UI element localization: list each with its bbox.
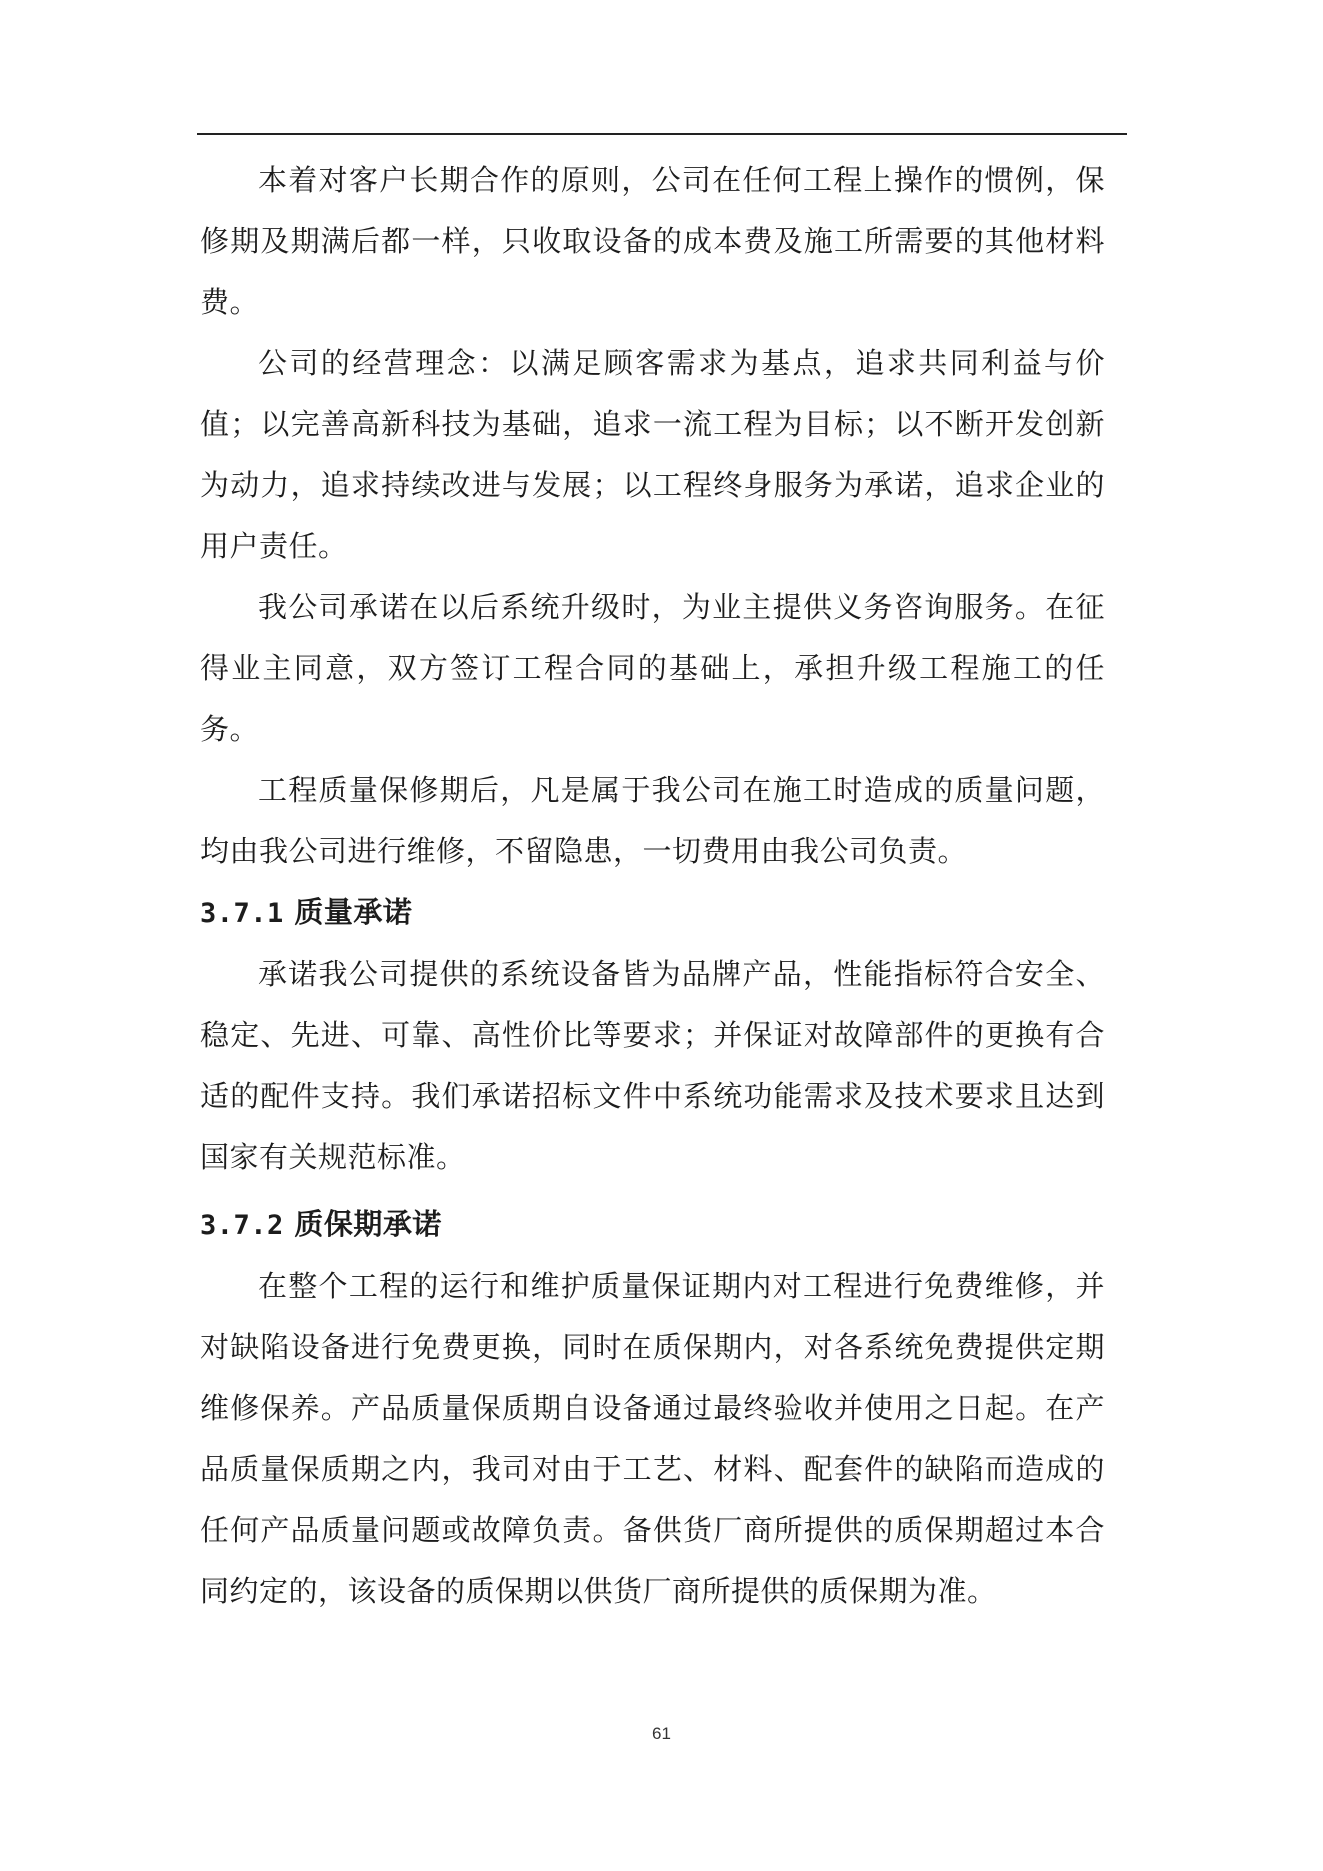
section-heading-3-7-1 xyxy=(200,882,1105,944)
paragraph: 承诺我公司提供的系统设备皆为品牌产品，性能指标符合安全、稳定、先进、可靠、高性价比等要求；并保证对故障部件的更换有合适的配件支持。我们承诺招标文件中系统功能需求及技术要求且达到国家有关规范标准。 xyxy=(200,957,1105,1174)
paragraph: 我公司承诺在以后系统升级时，为业主提供义务咨询服务。在征得业主同意，双方签订工程合同的基础上，承担升级工程施工的任务。 xyxy=(200,590,1105,746)
paragraph: 本着对客户长期合作的原则，公司在任何工程上操作的惯例，保修期及期满后都一样，只收取设备的成本费及施工所需要的其他材料费。 xyxy=(200,163,1105,319)
section-title: 质量承诺 xyxy=(294,895,413,929)
page-number: 61 xyxy=(652,1724,671,1743)
section-number: 3.7.1 xyxy=(200,898,284,929)
header-rule xyxy=(197,133,1127,135)
paragraph: 工程质量保修期后，凡是属于我公司在施工时造成的质量问题，均由我公司进行维修，不留隐患，一切费用由我公司负责。 xyxy=(200,773,1105,868)
document-body xyxy=(200,150,1105,1622)
paragraph: 公司的经营理念：以满足顾客需求为基点，追求共同利益与价值；以完善高新科技为基础，追求一流工程为目标；以不断开发创新为动力，追求持续改进与发展；以工程终身服务为承诺，追求企业的用户责任。 xyxy=(200,346,1105,563)
paragraph: 在整个工程的运行和维护质量保证期内对工程进行免费维修，并对缺陷设备进行免费更换，同时在质保期内，对各系统免费提供定期维修保养。产品质量保质期自设备通过最终验收并使用之日起。在产品质量保质期之内，我司对由于工艺、材料、配套件的缺陷而造成的任何产品质量问题或故障负责。备供货厂商所提供的质保期超过本合同约定的，该设备的质保期以供货厂商所提供的质保期为准。 xyxy=(200,1269,1105,1608)
section-heading-3-7-2 xyxy=(200,1194,1105,1256)
section-title: 质保期承诺 xyxy=(294,1207,442,1241)
section-number: 3.7.2 xyxy=(200,1210,284,1241)
